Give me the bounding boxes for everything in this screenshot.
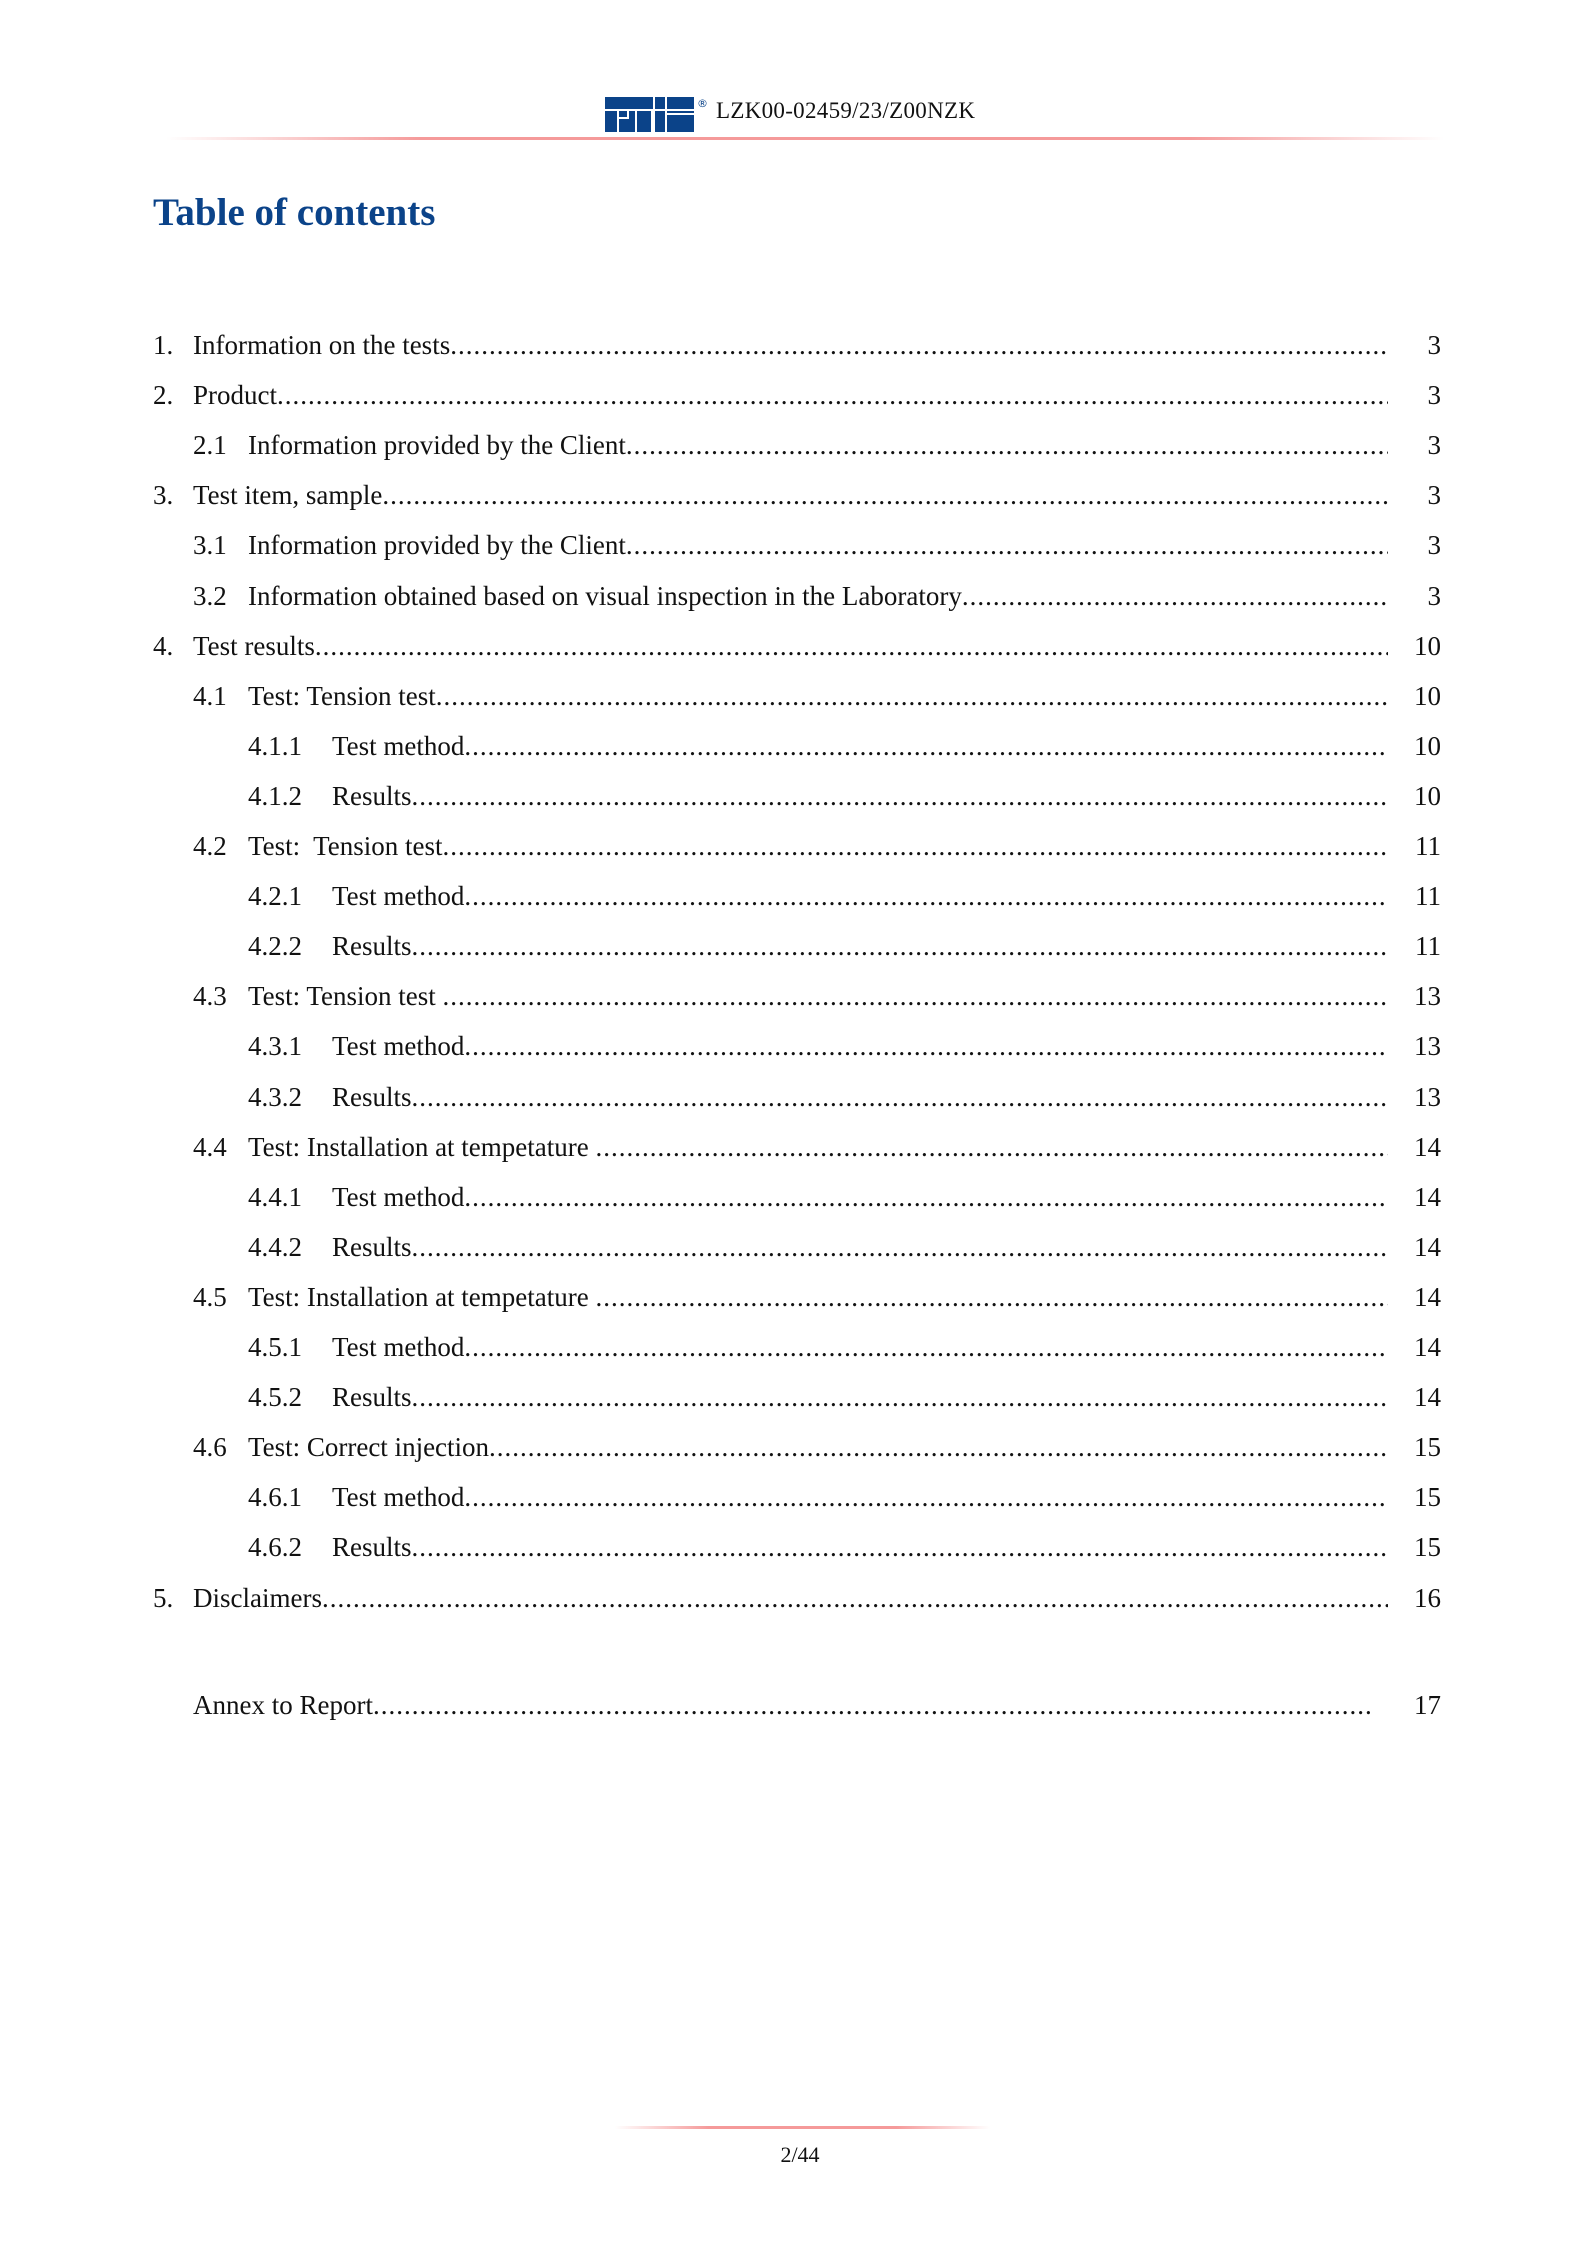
dot-leader: [277, 380, 1388, 411]
toc-entry-label: Test method: [332, 1482, 465, 1513]
toc-entry-label: Results: [332, 931, 412, 962]
toc-entry-page: 13: [1414, 1081, 1441, 1112]
toc-entry-number: 4.6.2: [248, 1532, 302, 1563]
toc-entry[interactable]: [0, 430, 1588, 470]
toc-entry[interactable]: [0, 1282, 1588, 1322]
toc-entry-page: 10: [1414, 780, 1441, 811]
toc-entry-label: Disclaimers: [193, 1582, 322, 1613]
toc-entry-label: Test method: [332, 1181, 465, 1212]
toc-entry-number: 2.1: [193, 430, 227, 461]
toc-entry[interactable]: [0, 1182, 1588, 1222]
itb-logo: [605, 95, 715, 135]
toc-entry-number: 4.3.1: [248, 1031, 302, 1062]
toc-entry[interactable]: [0, 1482, 1588, 1522]
dot-leader: [464, 731, 1388, 762]
toc-entry[interactable]: [0, 330, 1588, 370]
dot-leader: [436, 681, 1388, 712]
footer-divider: [615, 2126, 990, 2129]
toc-entry[interactable]: [0, 881, 1588, 921]
toc-entry[interactable]: [0, 681, 1588, 721]
dot-leader: [442, 981, 1388, 1012]
toc-entry-label: Test: Installation at tempetature: [248, 1281, 596, 1312]
dot-leader: [962, 581, 1388, 612]
toc-entry-label: Information obtained based on visual inspection in the Laboratory: [248, 580, 962, 611]
toc-entry[interactable]: [0, 480, 1588, 520]
toc-entry[interactable]: [0, 1031, 1588, 1071]
toc-entry[interactable]: [0, 1382, 1588, 1422]
dot-leader: [596, 1282, 1389, 1313]
toc-entry-label: Information provided by the Client: [248, 430, 626, 461]
dot-leader: [412, 781, 1388, 812]
toc-entry-page: 16: [1414, 1582, 1441, 1613]
toc-entry-label: Test method: [332, 1031, 465, 1062]
toc-entry-label: Test method: [332, 730, 465, 761]
dot-leader: [412, 1232, 1388, 1263]
toc-entry[interactable]: [0, 1532, 1588, 1572]
registered-mark: ®: [697, 97, 708, 110]
toc-entry-number: 4.2.1: [248, 881, 302, 912]
toc-entry-label: Information on the tests: [193, 330, 451, 360]
dot-leader: [464, 1332, 1388, 1363]
toc-entry-label: Test: Tension test: [248, 981, 443, 1012]
toc-entry-page: 14: [1414, 1382, 1441, 1413]
toc-entry[interactable]: [0, 831, 1588, 871]
toc-entry-label: Results: [332, 780, 412, 811]
dot-leader: [412, 931, 1388, 962]
dot-leader: [489, 1432, 1388, 1463]
toc-entry-label: Test method: [332, 881, 465, 912]
toc-entry-page: 3: [1427, 480, 1441, 511]
dot-leader: [464, 881, 1388, 912]
page-title: Table of contents: [153, 191, 436, 234]
dot-leader: [450, 330, 1388, 361]
toc-entry-number: 2.: [153, 380, 174, 411]
toc-entry[interactable]: [0, 931, 1588, 971]
toc-entry-number: 4.4.2: [248, 1231, 302, 1262]
toc-entry-label: Results: [332, 1382, 412, 1413]
toc-entry-label: Results: [332, 1231, 412, 1262]
toc-entry-page: 15: [1414, 1482, 1441, 1513]
toc-entry-label: Test results: [193, 630, 315, 661]
toc-entry-number: 4.5.1: [248, 1332, 302, 1362]
toc-entry-label: Annex to Report: [193, 1690, 373, 1720]
toc-entry[interactable]: [0, 1583, 1588, 1623]
toc-entry-page: 14: [1414, 1131, 1441, 1162]
toc-entry-label: Results: [332, 1532, 412, 1563]
toc-entry-page: 10: [1414, 630, 1441, 661]
toc-entry-page: 14: [1414, 1181, 1441, 1212]
toc-entry-number: 4.5: [193, 1281, 227, 1312]
dot-leader: [315, 631, 1388, 662]
page-header: [0, 92, 1588, 132]
toc-entry-page: 3: [1427, 530, 1441, 561]
dot-leader: [382, 480, 1388, 511]
dot-leader: [412, 1382, 1388, 1413]
toc-entry-number: 4.6: [193, 1432, 227, 1463]
toc-entry-label: Product: [193, 380, 277, 411]
toc-entry[interactable]: [0, 581, 1588, 621]
dot-leader: [464, 1182, 1388, 1213]
toc-entry-number: 4.2: [193, 831, 227, 861]
toc-entry[interactable]: [0, 1332, 1588, 1372]
document-id: LZK00-02459/23/Z00NZK: [716, 98, 976, 123]
toc-entry-number: 4.1.1: [248, 730, 302, 761]
toc-entry-page: 14: [1414, 1332, 1441, 1362]
toc-entry-page: 3: [1427, 380, 1441, 411]
toc-entry-page: 10: [1414, 730, 1441, 761]
dot-leader: [596, 1132, 1389, 1163]
toc-entry[interactable]: [0, 981, 1588, 1021]
toc-entry-number: 3.1: [193, 530, 227, 561]
toc-entry-number: 4.3.2: [248, 1081, 302, 1112]
toc-entry-number: 4.2.2: [248, 931, 302, 962]
toc-entry-label: Test: Correct injection: [248, 1432, 490, 1463]
toc-entry-label: Test method: [332, 1332, 465, 1362]
toc-entry-page: 15: [1414, 1532, 1441, 1563]
toc-entry-label: Test item, sample: [193, 480, 383, 511]
dot-leader: [442, 831, 1388, 862]
toc-entry-number: 4.4.1: [248, 1181, 302, 1212]
toc-entry-page: 17: [1414, 1690, 1441, 1720]
toc-entry-number: 3.: [153, 480, 174, 511]
toc-entry-page: 10: [1414, 680, 1441, 711]
dot-leader: [322, 1583, 1388, 1614]
toc-entry-page: 11: [1415, 931, 1441, 962]
toc-entry[interactable]: [0, 380, 1588, 420]
toc-entry[interactable]: [0, 731, 1588, 771]
toc-entry-label: Test: Tension test: [248, 831, 443, 861]
dot-leader: [412, 1532, 1388, 1563]
toc-entry[interactable]: [0, 1132, 1588, 1172]
toc-entry[interactable]: [0, 781, 1588, 821]
dot-leader: [412, 1082, 1388, 1113]
toc-entry-page: 14: [1414, 1231, 1441, 1262]
toc-entry-number: 4.: [153, 630, 174, 661]
toc-entry-number: 4.3: [193, 981, 227, 1012]
toc-entry-number: 4.1: [193, 680, 227, 711]
dot-leader: [373, 1690, 1372, 1721]
toc-entry-page: 14: [1414, 1281, 1441, 1312]
toc-entry[interactable]: [0, 1432, 1588, 1472]
toc-entry-page: 13: [1414, 1031, 1441, 1062]
toc-entry-page: 15: [1414, 1432, 1441, 1463]
toc-entry-annex[interactable]: [0, 1690, 1588, 1730]
toc-entry-page: 3: [1427, 330, 1441, 360]
toc-entry-label: Information provided by the Client: [248, 530, 626, 561]
toc-entry-number: 4.6.1: [248, 1482, 302, 1513]
toc-entry-number: 1.: [153, 330, 174, 360]
toc-entry-number: 4.5.2: [248, 1382, 302, 1413]
toc-entry-label: Results: [332, 1081, 412, 1112]
toc-entry-page: 11: [1415, 881, 1441, 912]
toc-entry-label: Test: Installation at tempetature: [248, 1131, 596, 1162]
toc-entry-number: 3.2: [193, 580, 227, 611]
toc-entry[interactable]: [0, 530, 1588, 570]
toc-entry-page: 3: [1427, 580, 1441, 611]
dot-leader: [464, 1031, 1388, 1062]
dot-leader: [626, 430, 1388, 461]
dot-leader: [464, 1482, 1388, 1513]
toc-entry-page: 3: [1427, 430, 1441, 461]
toc-entry-page: 11: [1415, 831, 1441, 861]
toc-entry[interactable]: [0, 1082, 1588, 1122]
toc-entry[interactable]: [0, 1232, 1588, 1272]
toc-entry[interactable]: [0, 631, 1588, 671]
page-number: 2/44: [780, 2142, 820, 2167]
header-divider: [166, 137, 1444, 140]
toc-entry-label: Test: Tension test: [248, 680, 436, 711]
toc-entry-number: 5.: [153, 1582, 174, 1613]
toc-entry-number: 4.4: [193, 1131, 227, 1162]
toc-entry-page: 13: [1414, 981, 1441, 1012]
toc-entry-number: 4.1.2: [248, 780, 302, 811]
dot-leader: [626, 530, 1388, 561]
